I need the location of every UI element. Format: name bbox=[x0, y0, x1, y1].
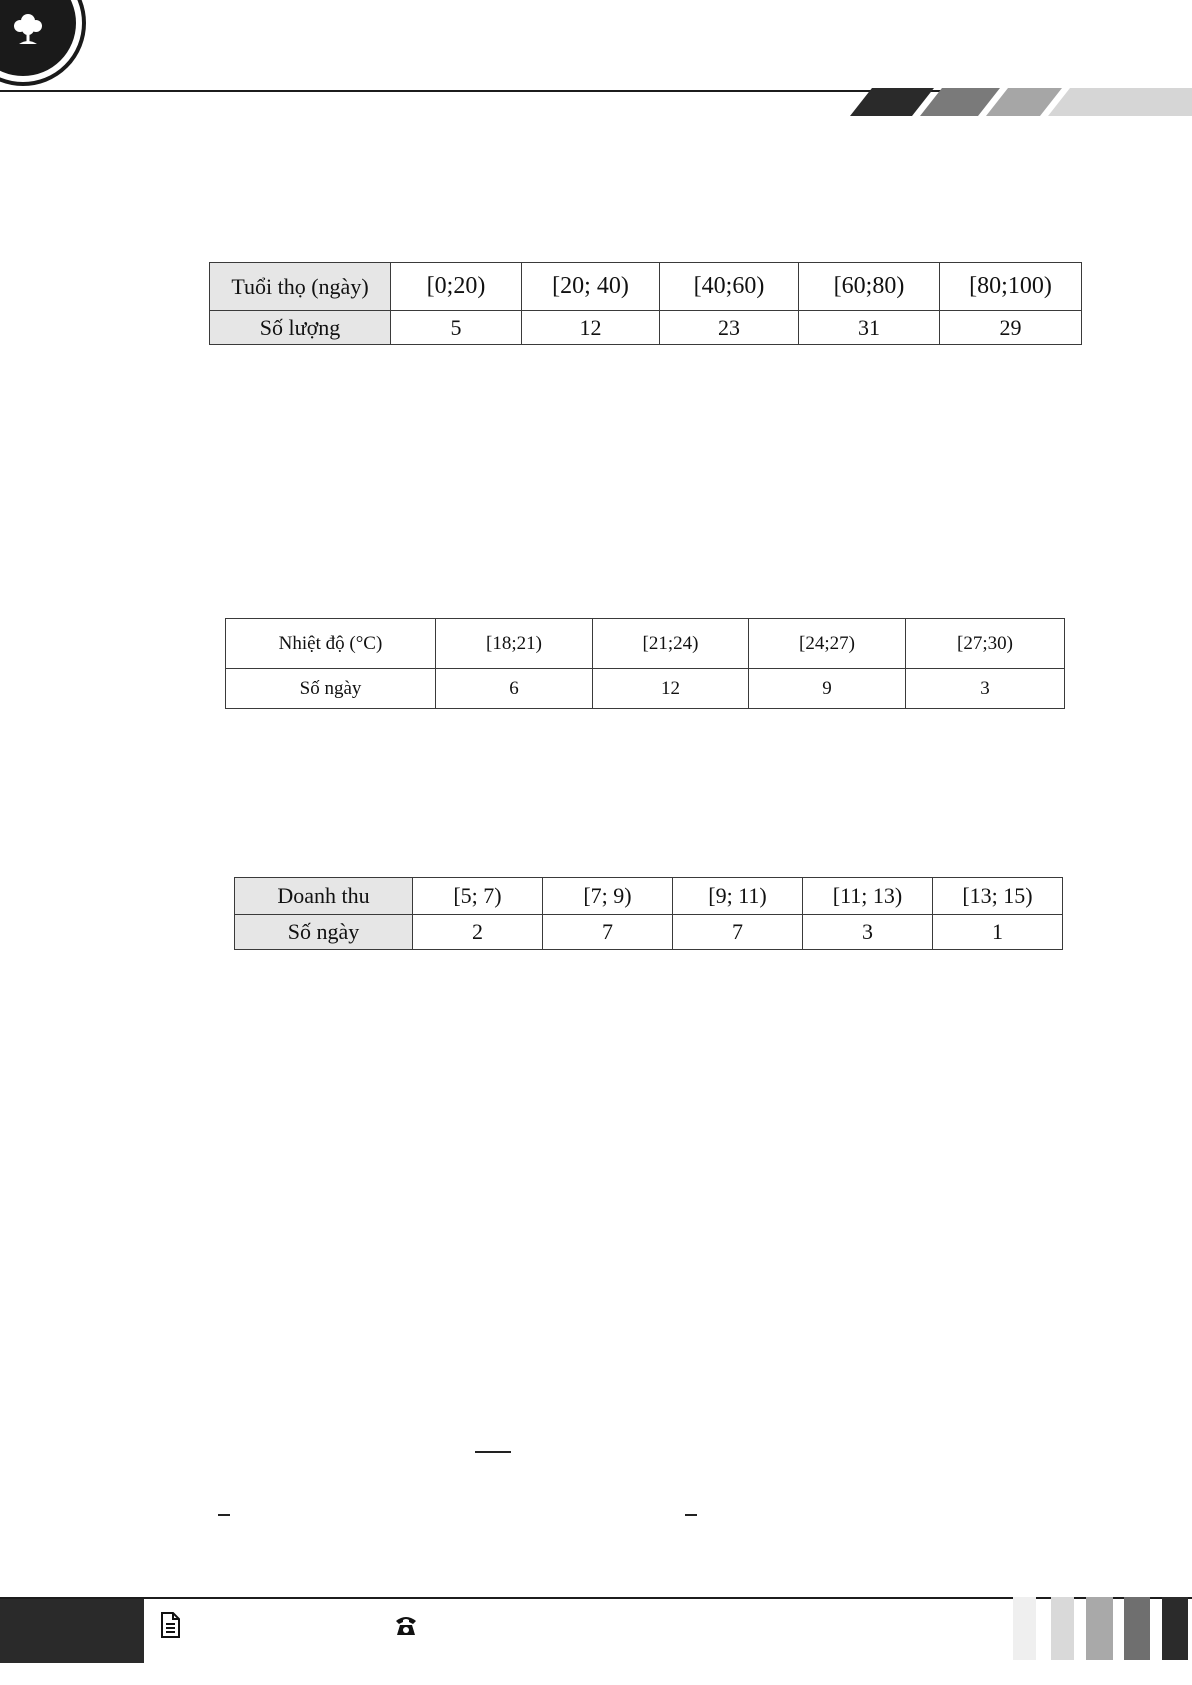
count-cell: 23 bbox=[660, 311, 799, 345]
count-cell: 2 bbox=[413, 915, 543, 950]
footer-bar bbox=[1124, 1597, 1150, 1660]
header-logo bbox=[0, 0, 86, 86]
document-icon bbox=[158, 1612, 182, 1638]
count-cell: 12 bbox=[593, 669, 749, 709]
count-cell: 5 bbox=[391, 311, 522, 345]
footer-dark-block bbox=[0, 1599, 144, 1663]
interval-cell: [5; 7) bbox=[413, 878, 543, 915]
row-header-cell: Doanh thu bbox=[235, 878, 413, 915]
count-cell: 9 bbox=[749, 669, 906, 709]
interval-cell: [9; 11) bbox=[673, 878, 803, 915]
count-cell: 3 bbox=[906, 669, 1065, 709]
header-stripes bbox=[850, 88, 1192, 116]
count-cell: 7 bbox=[673, 915, 803, 950]
interval-cell: [7; 9) bbox=[543, 878, 673, 915]
row-header-cell: Số ngày bbox=[226, 669, 436, 709]
interval-cell: [27;30) bbox=[906, 619, 1065, 669]
table-row bbox=[235, 878, 1063, 915]
overline-bar bbox=[218, 1514, 230, 1516]
count-cell: 12 bbox=[522, 311, 660, 345]
interval-cell: [60;80) bbox=[799, 263, 940, 311]
count-cell: 7 bbox=[543, 915, 673, 950]
interval-cell: [0;20) bbox=[391, 263, 522, 311]
header-rule bbox=[0, 90, 960, 92]
telephone-icon bbox=[394, 1612, 418, 1638]
overline-bar bbox=[685, 1514, 697, 1516]
row-header-cell: Nhiệt độ (°C) bbox=[226, 619, 436, 669]
interval-cell: [18;21) bbox=[436, 619, 593, 669]
interval-cell: [40;60) bbox=[660, 263, 799, 311]
count-cell: 3 bbox=[803, 915, 933, 950]
count-cell: 1 bbox=[933, 915, 1063, 950]
footer-bar bbox=[1051, 1597, 1074, 1660]
temperature-frequency-table bbox=[225, 618, 1065, 709]
fraction-bar bbox=[475, 1451, 511, 1453]
footer-bar bbox=[1013, 1597, 1036, 1660]
lifespan-frequency-table bbox=[209, 262, 1082, 345]
count-cell: 6 bbox=[436, 669, 593, 709]
table-row bbox=[226, 619, 1065, 669]
row-header-cell: Số lượng bbox=[210, 311, 391, 345]
interval-cell: [11; 13) bbox=[803, 878, 933, 915]
count-cell: 29 bbox=[940, 311, 1082, 345]
row-header-cell: Tuổi thọ (ngày) bbox=[210, 263, 391, 311]
count-cell: 31 bbox=[799, 311, 940, 345]
row-header-cell: Số ngày bbox=[235, 915, 413, 950]
interval-cell: [21;24) bbox=[593, 619, 749, 669]
footer-bar bbox=[1086, 1597, 1113, 1660]
table-row bbox=[235, 915, 1063, 950]
footer-bar bbox=[1162, 1597, 1188, 1660]
interval-cell: [20; 40) bbox=[522, 263, 660, 311]
interval-cell: [80;100) bbox=[940, 263, 1082, 311]
table-row bbox=[210, 263, 1082, 311]
interval-cell: [24;27) bbox=[749, 619, 906, 669]
revenue-frequency-table bbox=[234, 877, 1063, 950]
interval-cell: [13; 15) bbox=[933, 878, 1063, 915]
table-row bbox=[210, 311, 1082, 345]
table-row bbox=[226, 669, 1065, 709]
